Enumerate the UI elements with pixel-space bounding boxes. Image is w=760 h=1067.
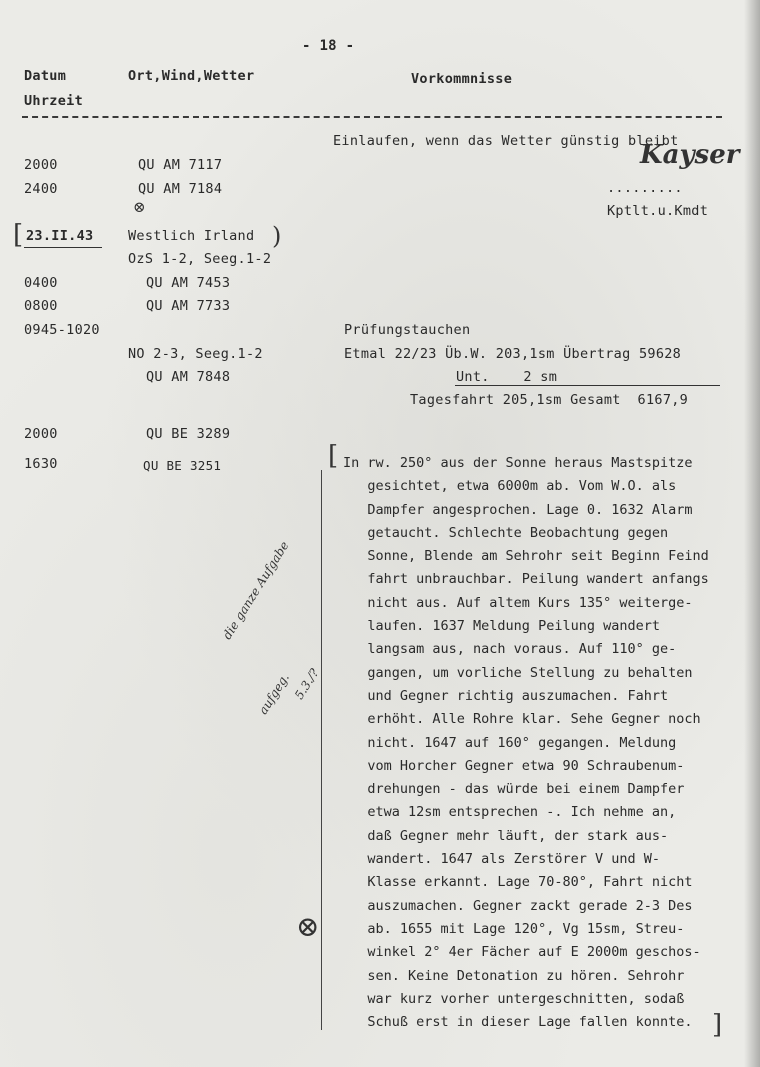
signature-dots: ......... — [607, 180, 683, 196]
header-rule — [22, 116, 722, 118]
tagesfahrt-text: Tagesfahrt 205,1sm Gesamt 6167,9 — [410, 392, 689, 408]
entry-time: 2000 — [24, 157, 58, 173]
narrative-line: sen. Keine Detonation zu hören. Sehrohr — [343, 967, 685, 984]
commander-signature: Kayser — [640, 140, 740, 170]
margin-note-line — [200, 531, 303, 662]
margin-cross-mark: ⊗ — [296, 910, 320, 943]
narrative-line: wandert. 1647 als Zerstörer V und W- — [343, 851, 660, 868]
header-vorkommnisse: Vorkommnisse — [411, 71, 513, 87]
entry-time: 0945-1020 — [24, 322, 100, 338]
unt-text: Unt. 2 sm — [456, 369, 558, 385]
location-text: Westlich Irland — [128, 228, 255, 244]
entry-time: 2000 — [24, 426, 58, 442]
pruefung-text: Prüfungstauchen — [344, 322, 471, 338]
margin-line — [321, 470, 322, 1030]
entry-place: QU AM 7733 — [146, 298, 231, 314]
narrative-line: Dampfer angesprochen. Lage 0. 1632 Alarm — [343, 501, 693, 518]
narrative-line: daß Gegner mehr läuft, der stark aus- — [343, 827, 669, 844]
date-entry: 23.II.43 — [26, 228, 94, 244]
header-datum: Datum — [24, 68, 67, 84]
entry-time: 0800 — [24, 298, 58, 314]
narrative-bracket-open: [ — [328, 441, 339, 471]
narrative-line: vom Horcher Gegner etwa 90 Schraubenum- — [343, 757, 685, 774]
entry-place: QU BE 3289 — [146, 426, 231, 442]
date-bracket-open: [ — [13, 220, 24, 250]
entry-place: QU AM 7184 — [138, 181, 223, 197]
etmal-text: Etmal 22/23 Üb.W. 203,1sm Übertrag 59628 — [344, 346, 682, 362]
narrative-line: nicht aus. Auf altem Kurs 135° weiterge- — [343, 594, 693, 611]
entry-time: 0400 — [24, 275, 58, 291]
date-underline — [24, 247, 102, 248]
narrative-line: gangen, um vorliche Stellung zu behalten — [343, 664, 693, 681]
narrative-line: langsam aus, nach voraus. Auf 110° ge- — [343, 641, 677, 658]
entry-time: 2400 — [24, 181, 58, 197]
location-bracket-close: ) — [272, 222, 282, 250]
entry-place: QU AM 7453 — [146, 275, 231, 291]
einlaufen-text: Einlaufen, wenn das Wetter günstig bleibt — [333, 133, 679, 149]
total-underline — [455, 385, 720, 386]
narrative-line: gesichtet, etwa 6000m ab. Vom W.O. als — [343, 478, 677, 495]
narrative-line: auszumachen. Gegner zackt gerade 2-3 Des — [343, 897, 693, 914]
rank-label: Kptlt.u.Kmdt — [607, 203, 709, 219]
entry-time: 1630 — [24, 456, 58, 472]
margin-note-text: die ganze Aufgabe — [219, 538, 292, 642]
narrative-line: fahrt unbrauchbar. Peilung wandert anfangs — [343, 571, 709, 588]
cross-mark: ⊗ — [133, 198, 146, 216]
narrative-line: und Gegner richtig auszumachen. Fahrt — [343, 687, 669, 704]
entry-place: QU AM 7117 — [138, 157, 223, 173]
page-number: - 18 - — [302, 38, 355, 54]
entry-place: QU BE 3251 — [143, 458, 222, 473]
narrative-line: war kurz vorher untergeschnitten, sodaß — [343, 990, 685, 1007]
narrative-line: Sonne, Blende am Sehrohr seit Beginn Feind — [343, 548, 709, 565]
narrative-line: In rw. 250° aus der Sonne heraus Mastspitze — [343, 455, 693, 471]
margin-note-text: aufgeg. — [255, 670, 293, 717]
margin-note-text: 5.3./? — [291, 666, 322, 702]
narrative-line: Klasse erkannt. Lage 70-80°, Fahrt nicht — [343, 874, 693, 891]
narrative-block — [343, 452, 733, 1034]
narrative-line: erhöht. Alle Rohre klar. Sehe Gegner noch — [343, 711, 701, 728]
header-ort-wind-wetter: Ort,Wind,Wetter — [128, 68, 255, 84]
page-edge-shadow — [744, 0, 760, 1067]
narrative-line: drehungen - das würde bei einem Dampfer — [343, 781, 685, 798]
narrative-line: Schuß erst in dieser Lage fallen konnte. — [343, 1014, 693, 1031]
narrative-line: ab. 1655 mit Lage 120°, Vg 15sm, Streu- — [343, 920, 685, 937]
narrative-line: etwa 12sm entsprechen -. Ich nehme an, — [343, 804, 677, 821]
narrative-line: nicht. 1647 auf 160° gegangen. Meldung — [343, 734, 677, 751]
narrative-line: laufen. 1637 Meldung Peilung wandert — [343, 618, 660, 635]
entry-place-2: QU AM 7848 — [146, 369, 231, 385]
narrative-bracket-close: ] — [712, 1010, 723, 1040]
weather-text: OzS 1-2, Seeg.1-2 — [128, 251, 272, 267]
header-uhrzeit: Uhrzeit — [24, 93, 83, 109]
narrative-line: getaucht. Schlechte Beobachtung gegen — [343, 524, 669, 541]
weather-text-2: NO 2-3, Seeg.1-2 — [128, 346, 263, 362]
narrative-line: winkel 2° 4er Fächer auf E 2000m geschos- — [343, 944, 701, 961]
